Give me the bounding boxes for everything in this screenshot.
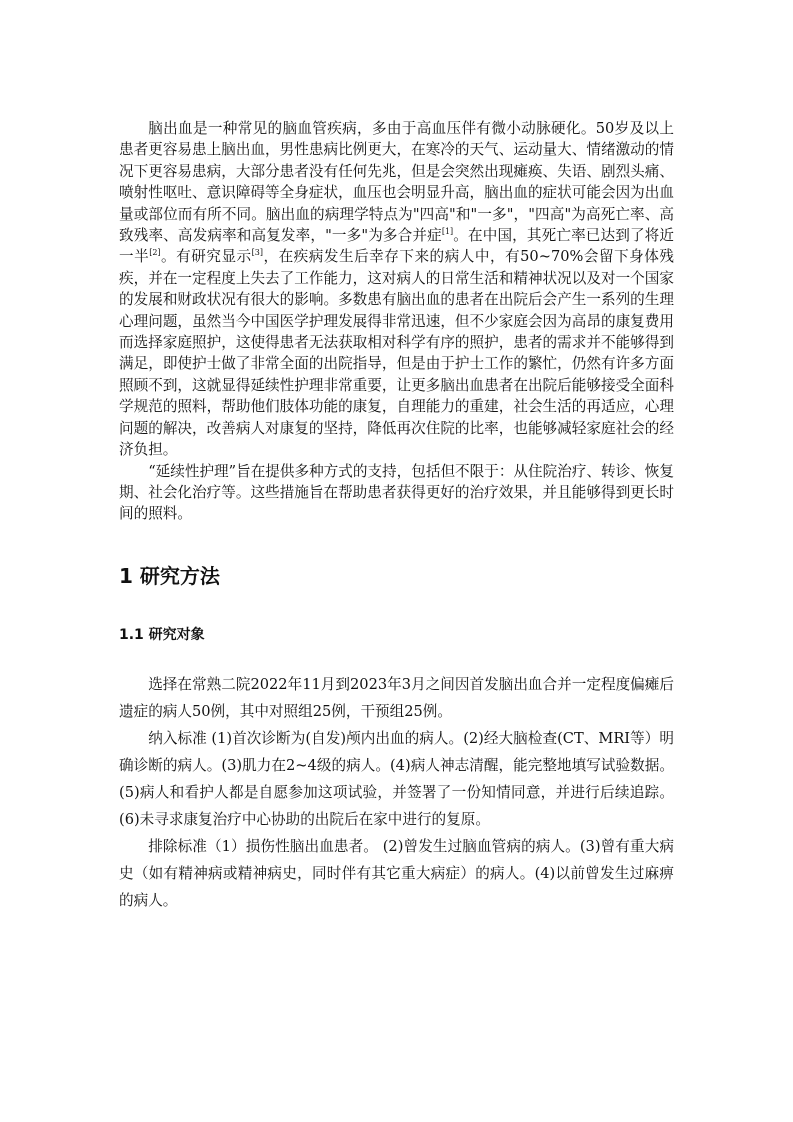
subsection-body (119, 671, 674, 914)
intro-text-d: ，在疾病发生后幸存下来的病人中，有50~70%会留下身体残疾，并在一定程度上失去了工作能力，这对病人的日常生活和精神状况以及对一个国家的发展和财政状况有很大的影响。多数患有脑出血的患者在出院后会产生一系列的生理心理问题，虽然当今中国医学护理发展得非常迅速，但不少家庭会因为高昂的康复费用而选择家庭照护，这使得患者无法获取相对科学有序的照护，患者的需求并不能够得到满足，即使护士做了非常全面的出院指导，但是由于护士工作的繁忙，仍然有许多方面照顾不到，这就显得延续性护理非常重要，让更多脑出血患者在出院后能够接受全面科学规范的照料，帮助他们肢体功能的康复，自理能力的重建，社会生活的再适应，心理问题的解决，改善病人对康复的坚持，降低再次住院的比率，也能够减轻家庭社会的经济负担。 (119, 248, 674, 459)
inclusion-criteria-paragraph: 纳入标准 (1)首次诊断为(自发)颅内出血的病人。(2)经大脑检查(CT、MRI等）明确诊断的病人。(3)肌力在2~4级的病人。(4)病人神志清醒，能完整地填写试验数据。(5)病人和看护人都是自愿参加这项试验，并签署了一份知情同意，并进行后续追踪。(6)未寻求康复治疗中心协助的出院后在家中进行的复原。 (119, 730, 674, 828)
intro-paragraph-2: “延续性护理”旨在提供多种方式的支持，包括但不限于：从住院治疗、转诊、恢复期、社会化治疗等。这些措施旨在帮助患者获得更好的治疗效果，并且能够得到更长时间的照料。 (119, 462, 674, 523)
intro-text-b: 。在中国，其死亡率已达到了将近一半 (119, 227, 674, 266)
intro-text-a: 脑出血是一种常见的脑血管疾病，多由于高血压伴有微小动脉硬化。50岁及以上患者更容易患上脑出血，男性患病比例更大，在寒冷的天气、运动量大、情绪激动的情况下更容易患病，大部分患者没有任何先兆，但是会突然出现瘫痪、失语、剧烈头痛、喷射性呕吐、意识障碍等全身症状，血压也会明显升高，脑出血的症状可能会因为出血量或部位而有所不同。脑出血的病理学特点为"四高"和"一多"，"四高"为高死亡率、高致残率、高发病率和高复发率，"一多"为多合并症 (119, 120, 674, 245)
citation-2[interactable]: [2] (149, 248, 161, 258)
intro-paragraph-1 (119, 118, 674, 461)
study-subjects-paragraph: 选择在常熟二院2022年11月到2023年3月之间因首发脑出血合并一定程度偏瘫后遗症的病人50例，其中对照组25例，干预组25例。 (119, 676, 674, 720)
citation-3[interactable]: [3] (251, 248, 263, 258)
subsection-heading: 1.1 研究对象 (119, 627, 205, 643)
exclusion-criteria-paragraph: 排除标准（1）损伤性脑出血患者。 (2)曾发生过脑血管病的病人。(3)曾有重大病史（如有精神病或精神病史，同时伴有其它重大病症）的病人。(4)以前曾发生过麻痹的病人。 (119, 838, 674, 909)
section-heading: 1 研究方法 (119, 564, 220, 588)
citation-1[interactable]: [1] (441, 227, 454, 237)
intro-text-c: 。有研究显示 (160, 248, 252, 266)
intro-section (119, 118, 674, 525)
